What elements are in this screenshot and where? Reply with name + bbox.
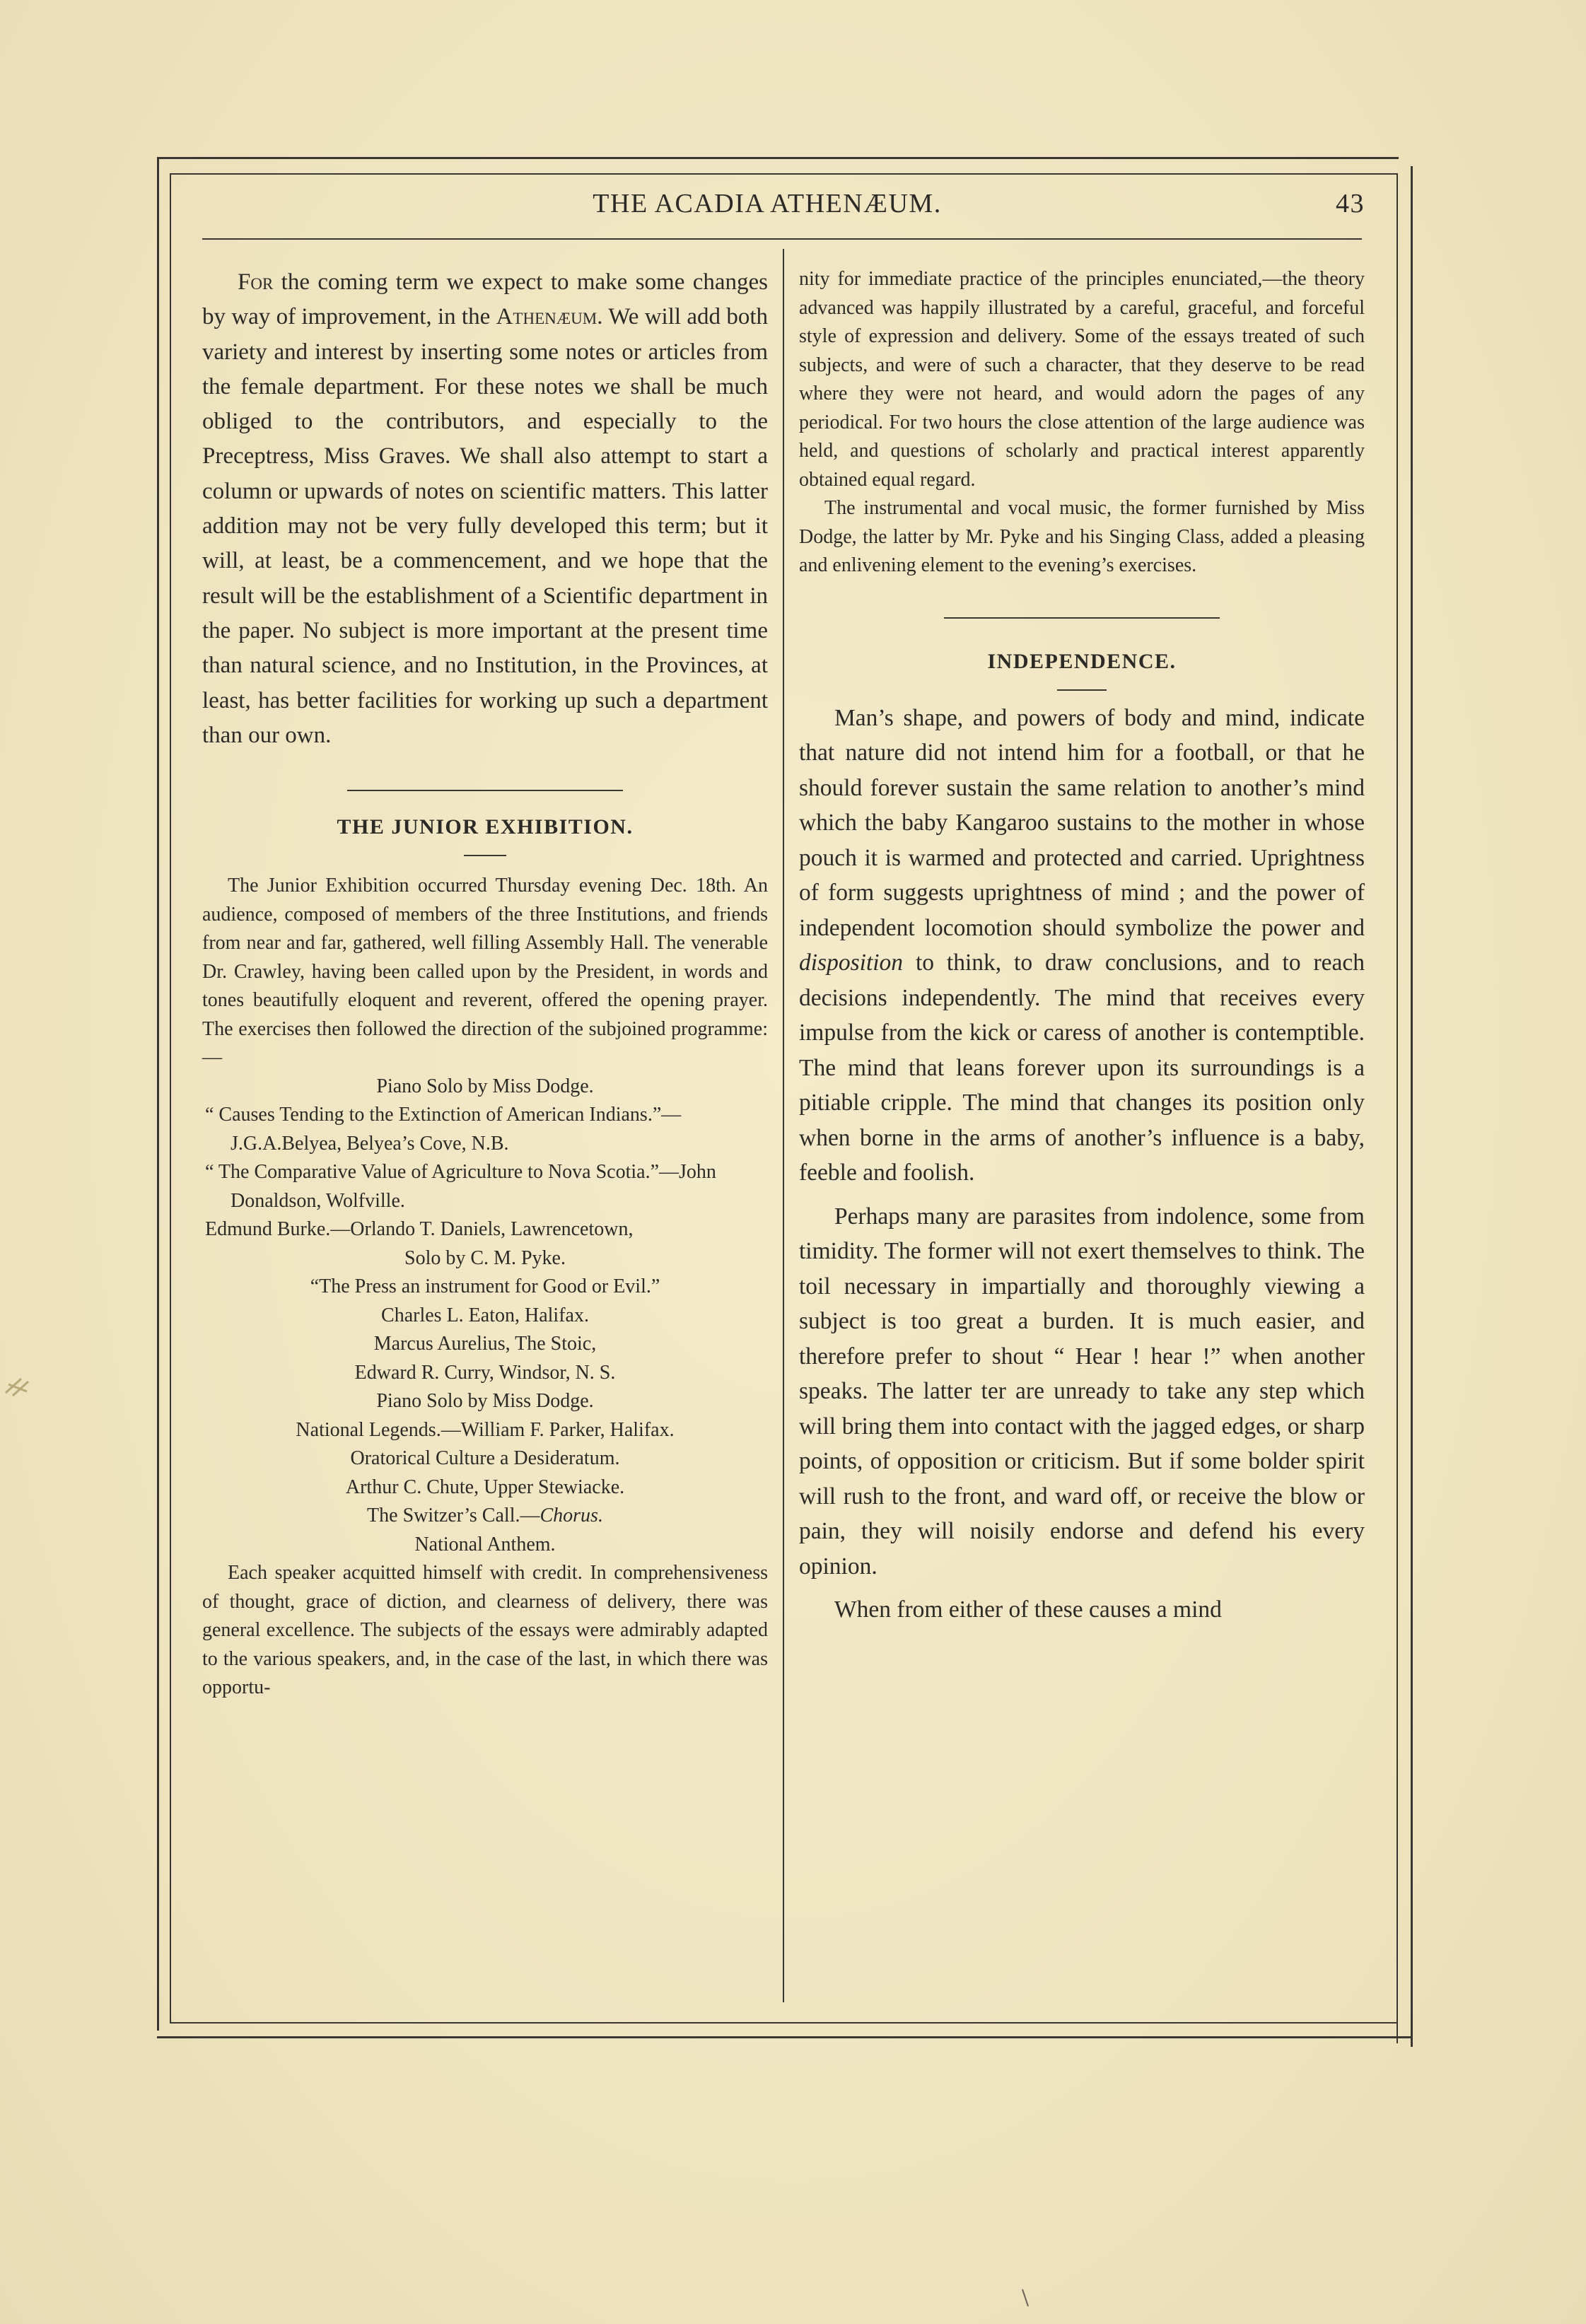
independence-p1-italic: disposition	[799, 950, 904, 976]
lead-text-2: We will add both variety and interest by inserting some notes or articles from the female department. For these notes we shall be much obliged to the contributors, and especially to the Preceptress, Miss Graves. We shall also attempt to start a column or upwards of notes on scientific matters. This latter addition may not be very fully developed this term; but it will, at least, be a commencement, and we hope that the result will be the establishment of a Scientific department in the paper. No subject is more important at the present time than natural science, and no Institution, in the Provinces, at least, has better facilities for working up such a department than our own.	[202, 304, 768, 748]
programme-item: Arthur C. Chute, Upper Stewiacke.	[345, 1476, 625, 1498]
title-rule	[464, 855, 506, 856]
programme-list	[202, 1073, 768, 1560]
lead-smallcaps: For	[238, 269, 274, 295]
section-divider	[944, 617, 1220, 619]
frame-left-outer	[157, 157, 159, 2031]
running-head	[170, 184, 1365, 226]
programme-item: Marcus Aurelius, The Stoic,	[373, 1333, 597, 1355]
programme-item: Edmund Burke.—Orlando T. Daniels, Lawrencetown,	[205, 1218, 634, 1241]
independence-title: INDEPENDENCE.	[987, 649, 1177, 673]
left-column	[202, 265, 768, 1703]
page-title: THE ACADIA ATHENÆUM.	[593, 189, 942, 218]
independence-paragraph-1	[799, 701, 1365, 1191]
lead-text-1: the coming term we expect to make some changes by way of improvement, in the	[202, 269, 768, 330]
programme-item-text: The Switzer’s Call.—	[367, 1505, 540, 1527]
frame-top-inner	[170, 173, 1397, 175]
margin-smudge-mark	[0, 1372, 42, 1400]
exhibition-close: Each speaker acquitted himself with credit. In comprehensiveness of thought, grace of diction, and clearness of delivery, there was general excellence. The subjects of the essays were admirably adapted to the various speakers, and, in the case of the last, in which there was opportu-	[202, 1562, 768, 1699]
right-column	[799, 265, 1365, 1628]
independence-p1-a: Man’s shape, and powers of body and mind, indicate that nature did not intend him for a football, or that he should forever sustain the same relation to another’s mind which the baby Kangaroo sustains to the mother in whose pouch it is warmed and protected and carried. Uprightness of form suggests uprightness of mind ; and the power of independent locomotion should symbolize the power and	[799, 704, 1365, 941]
independence-paragraph-2: Perhaps many are parasites from indolence, some from timidity. The former will not exert themselves to think. The toil necessary in impartially and thoroughly viewing a subject is too great a burden. It is much easier, and therefore prefer to shout “ Hear ! hear !” when another speaks. The latter ter are unready to take any step which will bring them into contact with the jagged edges, or sharp points, of opposition or criticism. But if some bolder spirit will rush to the front, and ward off, or receive the blow or pain, they will noisily endorse and defend his every opinion.	[799, 1203, 1365, 1579]
programme-item	[202, 1502, 768, 1531]
independence-paragraph-3: When from either of these causes a mind	[834, 1596, 1222, 1623]
programme-item: Edward R. Curry, Windsor, N. S.	[354, 1361, 616, 1384]
frame-right-outer	[1411, 166, 1413, 2047]
frame-bottom-outer	[157, 2036, 1413, 2038]
title-rule	[1057, 689, 1107, 691]
column-divider	[783, 249, 784, 2002]
section-divider	[347, 790, 623, 791]
programme-item: Piano Solo by Miss Dodge.	[376, 1390, 594, 1413]
programme-item: “ Causes Tending to the Extinction of American Indians.”—J.G.A.Belyea, Belyea’s Cove, N.B.	[205, 1104, 682, 1155]
frame-top-outer	[157, 157, 1399, 159]
music-paragraph: The instrumental and vocal music, the former furnished by Miss Dodge, the latter by Mr. Pyke and his Singing Class, added a pleasing and enlivening element to the evening’s exercises.	[799, 497, 1365, 576]
page-number: 43	[1336, 189, 1365, 218]
bottom-tick-mark	[1018, 2288, 1032, 2309]
editorial-paragraph	[202, 265, 768, 753]
programme-item: “The Press an instrument for Good or Evil.”	[310, 1275, 660, 1298]
independence-p1-b: to think, to draw conclusions, and to reach decisions independently. The mind that receives every impulse from the kick or caress of another is contemptible. The mind that leans forever upon its surroundings is a pitiable cripple. The mind that changes its position only when borne in the arms of another’s influence is a baby, feeble and foolish.	[799, 950, 1365, 1186]
programme-item: Piano Solo by Miss Dodge.	[376, 1075, 594, 1097]
exhibition-continuation: nity for immediate practice of the principles enunciated,—the theory advanced was happily illustrated by a careful, graceful, and forceful style of expression and delivery. Some of the essays treated of such subjects, and were of such a character, that they deserve to be read where they were not heard, and would adorn the pages of any periodical. For two hours the close attention of the large audience was held, and questions of scholarly and practical interest apparently obtained equal regard.	[799, 268, 1365, 491]
frame-right-inner	[1397, 173, 1398, 2043]
athenaeum-smallcaps: Athenæum.	[496, 304, 603, 330]
frame-left-inner	[170, 173, 171, 2022]
programme-item: National Anthem.	[414, 1533, 556, 1555]
programme-item-italic: Chorus.	[540, 1505, 603, 1527]
programme-item: Oratorical Culture a Desideratum.	[350, 1447, 620, 1470]
junior-exhibition-title: THE JUNIOR EXHIBITION.	[337, 815, 634, 839]
programme-item: “ The Comparative Value of Agriculture to Nova Scotia.”—John Donaldson, Wolfville.	[205, 1161, 716, 1212]
programme-item: Charles L. Eaton, Halifax.	[381, 1304, 589, 1326]
frame-bottom-inner	[170, 2022, 1398, 2024]
programme-item: Solo by C. M. Pyke.	[404, 1246, 566, 1269]
exhibition-intro: The Junior Exhibition occurred Thursday evening Dec. 18th. An audience, composed of members of the three Institutions, and friends from near and far, gathered, well filling Assembly Hall. The venerable Dr. Crawley, having been called upon by the President, in words and tones beautifully eloquent and reverent, offered the opening prayer. The exercises then followed the direction of the subjoined programme:—	[202, 875, 768, 1069]
header-underline	[202, 238, 1362, 240]
programme-item: National Legends.—William F. Parker, Halifax.	[296, 1418, 675, 1441]
